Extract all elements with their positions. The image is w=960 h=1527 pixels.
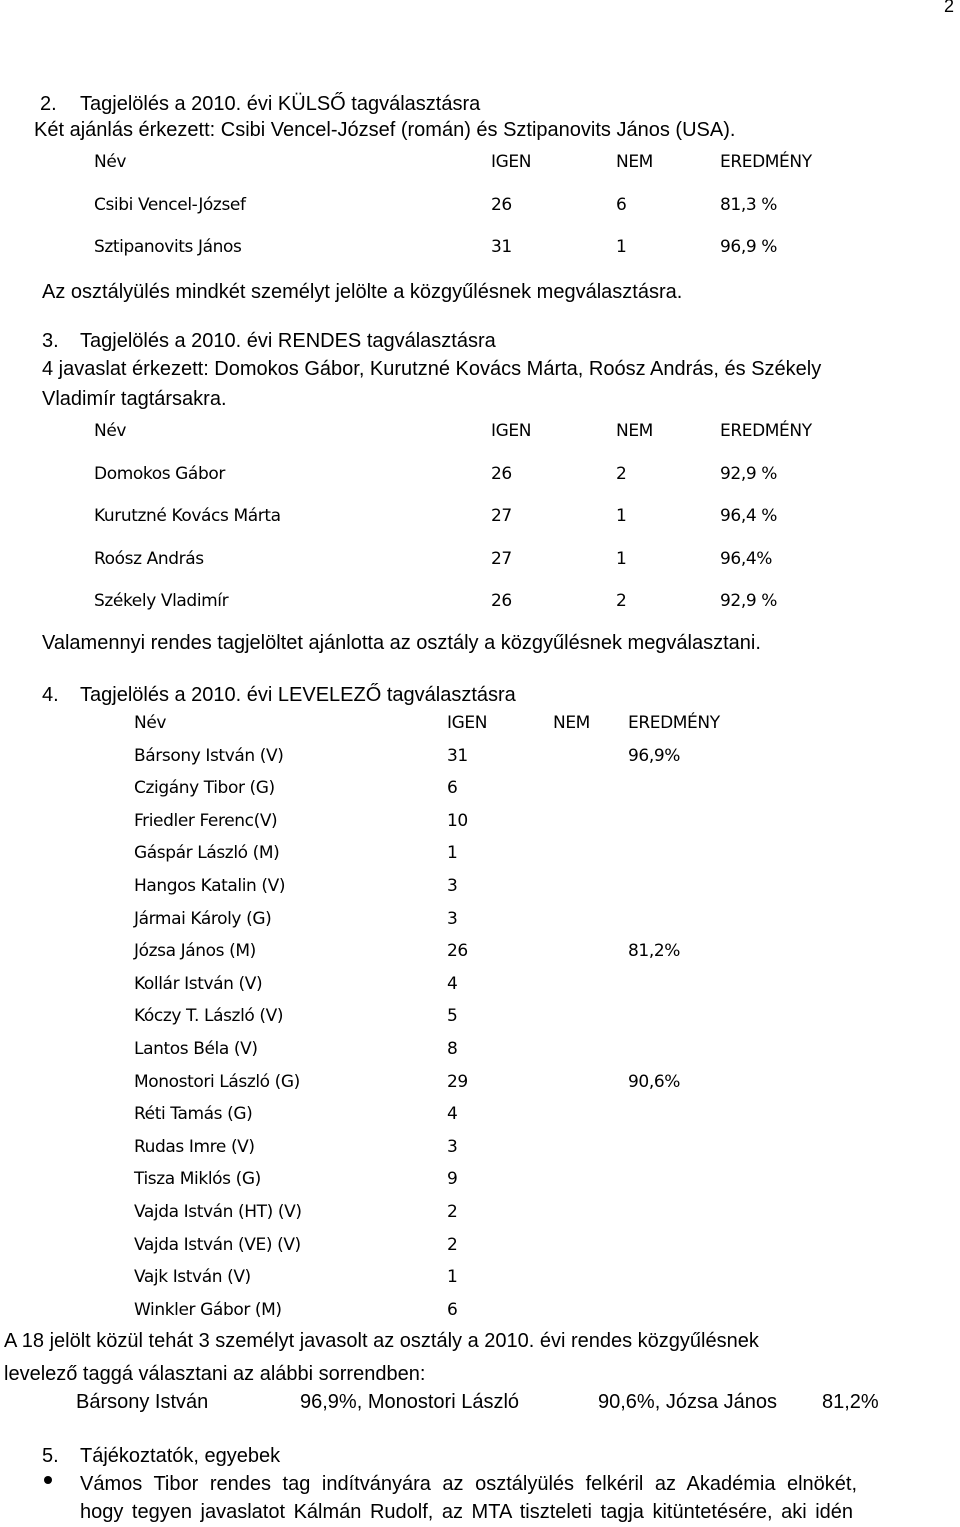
cell-igen: 3 bbox=[447, 1136, 458, 1157]
section-3-title: Tagjelölés a 2010. évi RENDES tagválasztásra bbox=[80, 330, 496, 352]
section-4-summary-line-2: levelező taggá választani az alábbi sorrendben: bbox=[4, 1363, 426, 1385]
cell-igen: 31 bbox=[447, 745, 468, 766]
cell-igen: 29 bbox=[447, 1071, 468, 1092]
header-nem: NEM bbox=[616, 421, 653, 441]
cell-eredmeny: 96,4% bbox=[720, 548, 773, 569]
cell-igen: 1 bbox=[447, 1267, 458, 1288]
cell-name: Vajda István (VE) (V) bbox=[134, 1234, 301, 1255]
cell-igen: 6 bbox=[447, 1299, 458, 1320]
cell-name: Winkler Gábor (M) bbox=[134, 1299, 282, 1320]
cell-eredmeny: 92,9 % bbox=[720, 591, 778, 611]
ranking-third-value: 81,2% bbox=[822, 1391, 879, 1413]
section-5-bullet-line-2: hogy tegyen javaslatot Kálmán Rudolf, az MTA tiszteleti tagja kitüntetésére, aki idén bbox=[80, 1501, 854, 1523]
cell-name: Monostori László (G) bbox=[134, 1071, 300, 1092]
header-eredmeny: EREDMÉNY bbox=[628, 713, 720, 733]
cell-igen: 1 bbox=[447, 843, 458, 864]
cell-nem: 1 bbox=[616, 548, 627, 569]
section-4-summary-line-1: A 18 jelölt közül tehát 3 személyt javasolt az osztály a 2010. évi rendes közgyűlésnek bbox=[4, 1330, 759, 1352]
cell-name: Kollár István (V) bbox=[134, 973, 263, 994]
cell-igen: 3 bbox=[447, 876, 458, 896]
cell-eredmeny: 96,4 % bbox=[720, 506, 778, 526]
cell-igen: 27 bbox=[491, 548, 512, 569]
cell-name: Roósz András bbox=[94, 548, 204, 569]
cell-name: Réti Tamás (G) bbox=[134, 1104, 253, 1125]
cell-igen: 5 bbox=[447, 1006, 458, 1027]
cell-name: Józsa János (M) bbox=[134, 941, 256, 962]
cell-name: Gáspár László (M) bbox=[134, 843, 280, 864]
section-3-intro-line-2: Vladimír tagtársakra. bbox=[42, 388, 227, 410]
cell-igen: 3 bbox=[447, 908, 458, 929]
header-name: Név bbox=[134, 713, 167, 733]
cell-name: Lantos Béla (V) bbox=[134, 1039, 258, 1059]
cell-name: Friedler Ferenc(V) bbox=[134, 810, 278, 831]
cell-eredmeny: 96,9% bbox=[628, 745, 681, 766]
section-3-conclusion: Valamennyi rendes tagjelöltet ajánlotta az osztály a közgyűlésnek megválasztani. bbox=[42, 632, 761, 654]
cell-eredmeny: 81,2% bbox=[628, 941, 681, 962]
cell-eredmeny: 90,6% bbox=[628, 1071, 681, 1092]
ranking-second: 96,9%, Monostori László bbox=[300, 1391, 520, 1413]
header-igen: IGEN bbox=[447, 713, 488, 733]
cell-eredmeny: 81,3 % bbox=[720, 194, 778, 215]
header-eredmeny: EREDMÉNY bbox=[720, 421, 812, 441]
section-2-title: Tagjelölés a 2010. évi KÜLSŐ tagválasztásra bbox=[80, 93, 481, 115]
cell-name: Kóczy T. László (V) bbox=[134, 1006, 284, 1027]
header-igen: IGEN bbox=[491, 152, 532, 172]
bullet-icon bbox=[44, 1476, 52, 1484]
cell-igen: 8 bbox=[447, 1039, 458, 1059]
cell-igen: 4 bbox=[447, 973, 458, 994]
section-2-conclusion: Az osztályülés mindkét személyt jelölte a közgyűlésnek megválasztásra. bbox=[42, 281, 683, 303]
header-nem: NEM bbox=[616, 152, 653, 172]
cell-igen: 26 bbox=[447, 941, 468, 962]
cell-igen: 9 bbox=[447, 1169, 458, 1190]
cell-igen: 26 bbox=[491, 463, 512, 484]
section-5-bullet-line-1: Vámos Tibor rendes tag indítványára az osztályülés felkéril az Akadémia elnökét, bbox=[80, 1473, 858, 1495]
cell-name: Domokos Gábor bbox=[94, 463, 225, 484]
cell-name: Sztipanovits János bbox=[94, 237, 242, 257]
cell-nem: 1 bbox=[616, 506, 627, 526]
page-number: 2 bbox=[944, 0, 955, 16]
ranking-first-name: Bársony István bbox=[76, 1391, 209, 1413]
cell-igen: 31 bbox=[491, 237, 512, 257]
cell-igen: 6 bbox=[447, 778, 458, 799]
cell-name: Czigány Tibor (G) bbox=[134, 778, 275, 799]
ranking-third: 90,6%, Józsa János bbox=[598, 1391, 777, 1413]
cell-name: Kurutzné Kovács Márta bbox=[94, 506, 281, 526]
cell-nem: 6 bbox=[616, 194, 627, 215]
cell-nem: 2 bbox=[616, 463, 627, 484]
section-4-number: 4. bbox=[42, 684, 59, 706]
cell-igen: 26 bbox=[491, 194, 512, 215]
header-eredmeny: EREDMÉNY bbox=[720, 152, 812, 172]
section-5-title: Tájékoztatók, egyebek bbox=[80, 1445, 281, 1467]
cell-igen: 2 bbox=[447, 1202, 458, 1222]
section-2-number: 2. bbox=[40, 93, 57, 115]
cell-name: Székely Vladimír bbox=[94, 591, 229, 611]
cell-name: Rudas Imre (V) bbox=[134, 1136, 255, 1157]
cell-igen: 2 bbox=[447, 1234, 458, 1255]
section-2-intro: Két ajánlás érkezett: Csibi Vencel-József (román) és Sztipanovits János (USA). bbox=[34, 119, 736, 141]
cell-name: Vajk István (V) bbox=[134, 1267, 251, 1288]
cell-name: Jármai Károly (G) bbox=[134, 908, 272, 929]
cell-name: Tisza Miklós (G) bbox=[134, 1169, 261, 1190]
header-igen: IGEN bbox=[491, 421, 532, 441]
header-name: Név bbox=[94, 421, 127, 441]
cell-nem: 2 bbox=[616, 591, 627, 611]
section-3-number: 3. bbox=[42, 330, 59, 352]
cell-igen: 27 bbox=[491, 506, 512, 526]
section-3-intro-line-1: 4 javaslat érkezett: Domokos Gábor, Kurutzné Kovács Márta, Roósz András, és Székely bbox=[42, 358, 822, 380]
cell-name: Vajda István (HT) (V) bbox=[134, 1202, 302, 1222]
section-5-number: 5. bbox=[42, 1445, 59, 1467]
cell-name: Bársony István (V) bbox=[134, 745, 284, 766]
header-nem: NEM bbox=[553, 713, 590, 733]
section-4-title: Tagjelölés a 2010. évi LEVELEZŐ tagválasztásra bbox=[80, 684, 516, 706]
cell-name: Hangos Katalin (V) bbox=[134, 876, 286, 896]
cell-igen: 10 bbox=[447, 810, 468, 831]
cell-igen: 26 bbox=[491, 591, 512, 611]
cell-igen: 4 bbox=[447, 1104, 458, 1125]
header-name: Név bbox=[94, 152, 127, 172]
cell-eredmeny: 96,9 % bbox=[720, 237, 778, 257]
cell-nem: 1 bbox=[616, 237, 627, 257]
cell-eredmeny: 92,9 % bbox=[720, 463, 778, 484]
cell-name: Csibi Vencel-József bbox=[94, 194, 246, 215]
